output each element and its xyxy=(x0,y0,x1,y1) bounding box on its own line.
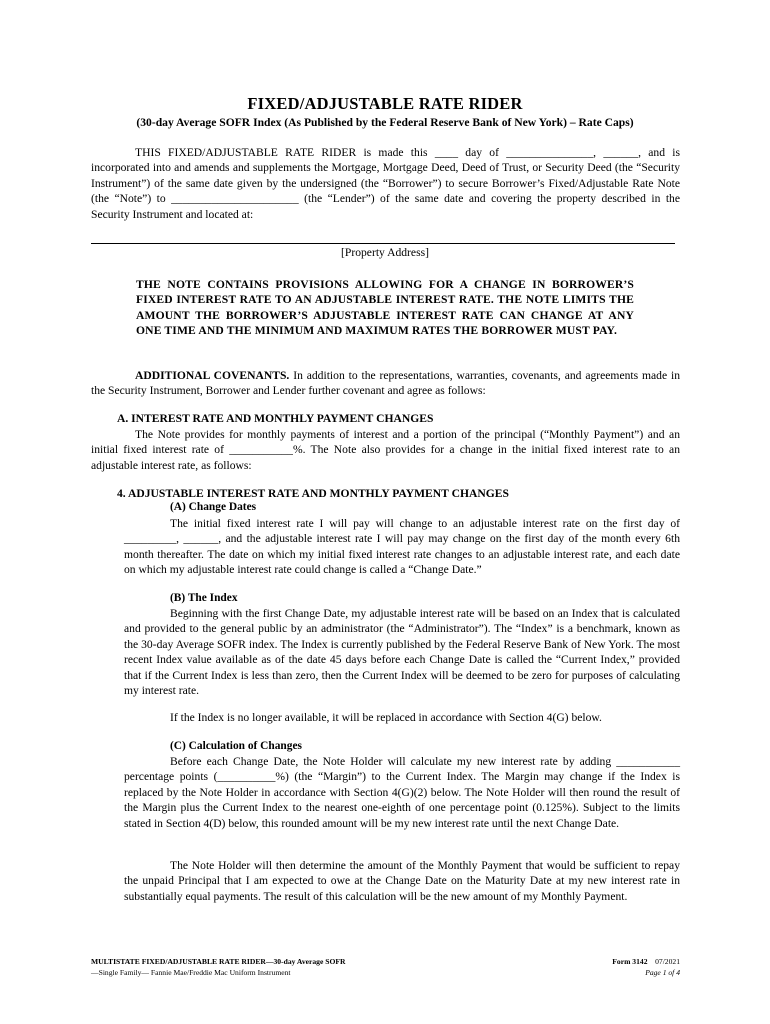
change-dates-heading: (A) Change Dates xyxy=(170,501,257,513)
index-replacement-text: If the Index is no longer available, it will be replaced in accordance with Section 4(G) below. xyxy=(170,711,602,724)
intro-paragraph: THIS FIXED/ADJUSTABLE RATE RIDER is made this ____ day of _______________, ______, and is incorporated into and amends and supplements the Mortgage, Mortgage Deed, Deed of Trust, or Security Deed (the “Security Instrument”) of the same date given by the undersigned (the “Borrower”) to secure Borrower’s Fixed/Adjustable Rate Note (the “Note”) to ______________________ (the “Lender”) of the same date and covering the property described in the Security Instrument and located at: xyxy=(91,146,680,221)
property-address-line xyxy=(91,243,675,244)
change-dates-text: The initial fixed interest rate I will pay will change to an adjustable interest rate on the first day of _________, ______, and the adjustable interest rate I will pay may change on the first day of the month every 6th month thereafter. The date on which my initial fixed interest rate changes to an adjustable interest rate, and each date on which my adjustable interest rate could change is called a “Change Date.” xyxy=(124,517,680,577)
covenants-text: In addition to the representations, warranties, covenants, and agreements made in the Security Instrument, Borrower and Lender further covenant and agree as follows: xyxy=(91,369,680,398)
calculation-text: Before each Change Date, the Note Holder will calculate my new interest rate by adding ___________ percentage points (__________%) (the “Margin”) to the Current Index. The Margin may change if the Index is replaced by the Note Holder in accordance with Section 4(G)(2) below. The Note Holder will then round the result of the Margin plus the Current Index to the nearest one-eighth of one percentage point (0.125%). Subject to the limits stated in Section 4(D) below, this rounded amount will be my new interest rate until the next Change Date. xyxy=(124,755,680,830)
document-subtitle: (30-day Average SOFR Index (As Published by the Federal Reserve Bank of New York) – Rate Caps) xyxy=(136,116,634,129)
calculation-heading: (C) Calculation of Changes xyxy=(170,740,302,752)
additional-covenants xyxy=(91,368,680,399)
section-4-heading: 4. ADJUSTABLE INTEREST RATE AND MONTHLY PAYMENT CHANGES xyxy=(117,487,509,500)
footer-line1: MULTISTATE FIXED/ADJUSTABLE RATE RIDER—30-day Average SOFR xyxy=(91,957,346,966)
monthly-payment-text: The Note Holder will then determine the amount of the Monthly Payment that would be sufficient to repay the unpaid Principal that I am expected to owe at the Change Date on the Maturity Date at my new interest rate in substantially equal payments. The result of this calculation will be the new amount of my Monthly Payment. xyxy=(124,859,680,903)
property-address-label: [Property Address] xyxy=(341,246,429,259)
section-a-heading: A. INTEREST RATE AND MONTHLY PAYMENT CHANGES xyxy=(117,412,434,425)
footer-form-info xyxy=(612,957,680,978)
covenants-lead: ADDITIONAL COVENANTS. xyxy=(135,369,290,382)
index-heading: (B) The Index xyxy=(170,592,238,604)
footer-form-title xyxy=(91,957,346,978)
footer-line2: —Single Family— Fannie Mae/Freddie Mac Uniform Instrument xyxy=(91,967,291,977)
caps-notice: THE NOTE CONTAINS PROVISIONS ALLOWING FOR A CHANGE IN BORROWER’S FIXED INTEREST RATE TO AN ADJUSTABLE INTEREST RATE. THE NOTE LIMITS THE AMOUNT THE BORROWER’S ADJUSTABLE INTEREST RATE CAN CHANGE AT ANY ONE TIME AND THE MINIMUM AND MAXIMUM RATES THE BORROWER MUST PAY. xyxy=(136,278,634,337)
footer-page-number: Page 1 of 4 xyxy=(645,967,680,977)
footer-form-date: 07/2021 xyxy=(655,957,680,966)
index-text: Beginning with the first Change Date, my adjustable interest rate will be based on an Index that is calculated and provided to the general public by an administrator (the “Administrator”). The “Index” is a benchmark, known as the 30-day Average SOFR index. The Index is currently published by the Federal Reserve Bank of New York. The most recent Index value available as of the date 45 days before each Change Date is called the “Current Index,” provided that if the Current Index is less than zero, then the Current Index will be deemed to be zero for purposes of calculating my interest rate. xyxy=(124,607,680,698)
document-title: FIXED/ADJUSTABLE RATE RIDER xyxy=(247,94,523,113)
section-a-text: The Note provides for monthly payments of interest and a portion of the principal (“Monthly Payment”) and an initial fixed interest rate of ___________%. The Note also provides for a change in the initial fixed interest rate to an adjustable interest rate, as follows: xyxy=(91,428,680,472)
footer-form-label: Form 3142 xyxy=(612,957,648,966)
